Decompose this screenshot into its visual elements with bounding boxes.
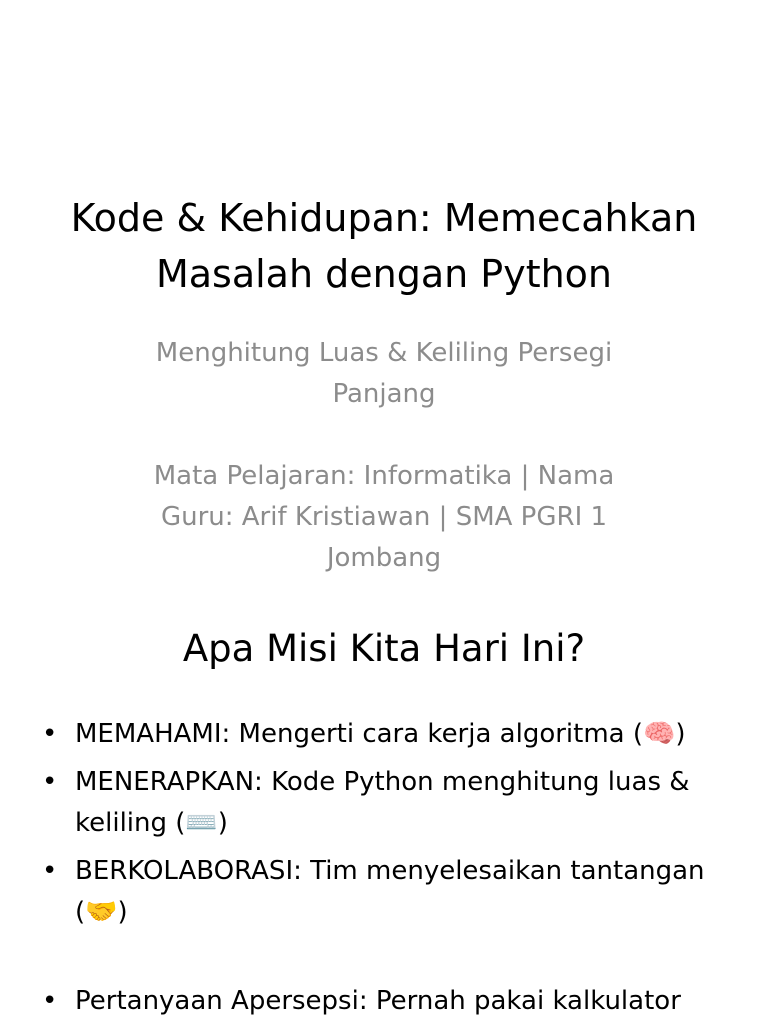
mission-bullet-list (40, 714, 740, 1024)
mission-title: Apa Misi Kita Hari Ini? (182, 627, 586, 670)
bullet-item-menerapkan (40, 762, 740, 844)
bullet-dot-icon: • (42, 767, 58, 797)
bullet-dot-icon: • (42, 856, 58, 886)
subtitle-spacer (120, 415, 648, 456)
bullet-text: MENERAPKAN: Kode Python menghitung luas & keliling (⌨️) (75, 767, 690, 838)
bullet-text: BERKOLABORASI: Tim menyelesaikan tantangan (🤝) (75, 856, 705, 927)
mission-slide (0, 576, 768, 1024)
bullet-item-berkolaborasi (40, 851, 740, 933)
bullet-item-memahami (40, 714, 740, 755)
bullet-item-apersepsi (40, 981, 740, 1022)
presentation-title: Kode & Kehidupan: Memecahkan Masalah dengan Python (70, 196, 698, 296)
bullet-dot-icon: • (42, 986, 58, 1016)
subtitle-course-info: Mata Pelajaran: Informatika | Nama Guru: Arif Kristiawan | SMA PGRI 1 Jombang (153, 461, 615, 573)
bullet-text: Pertanyaan Apersepsi: Pernah pakai kalkulator (75, 986, 681, 1016)
bullet-text: MEMAHAMI: Mengerti cara kerja algoritma (🧠) (75, 719, 686, 749)
subtitle-topic: Menghitung Luas & Keliling Persegi Panjang (155, 338, 613, 409)
bullet-dot-icon: • (42, 719, 58, 749)
presentation-subtitle (120, 333, 648, 575)
bullet-gap (40, 940, 740, 981)
